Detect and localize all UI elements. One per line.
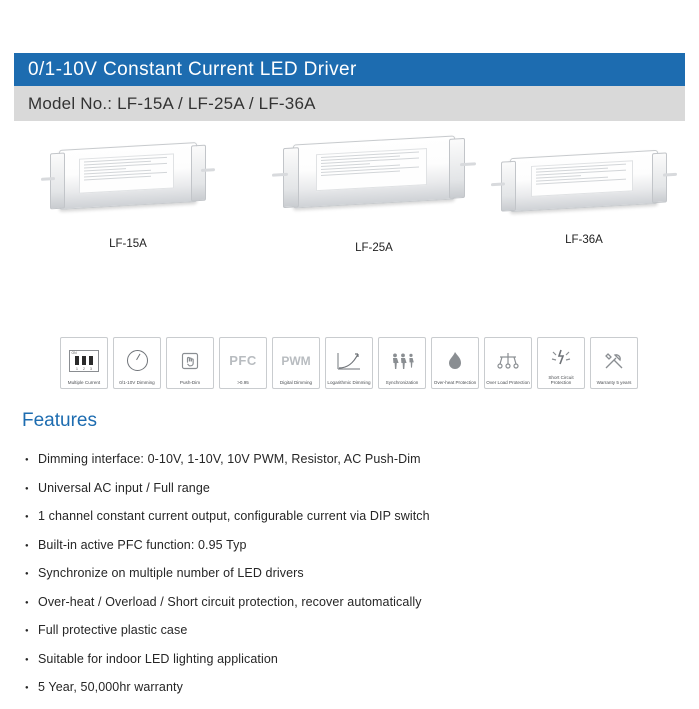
feature-icon-push-dim (166, 337, 214, 389)
pfc-label: PFC (229, 353, 257, 369)
pwm-icon (273, 341, 319, 380)
feature-item: ● Over-heat / Overload / Short circuit protection, recover automatically (25, 595, 665, 609)
driver-endcap-right (191, 145, 205, 201)
feature-item: ● Synchronize on multiple number of LED drivers (25, 566, 665, 580)
feature-item: ● 1 channel constant current output, configurable current via DIP switch (25, 509, 665, 523)
product-lf-15a (38, 146, 218, 250)
driver-endcap-left (50, 153, 64, 209)
feature-item: ● Built-in active PFC function: 0.95 Typ (25, 538, 665, 552)
feature-icon-short-circuit (537, 337, 585, 389)
pwm-label: PWM (281, 353, 311, 368)
page-title: 0/1-10V Constant Current LED Driver (28, 58, 357, 80)
driver-wire-right (663, 173, 678, 177)
driver-endcap-right (449, 138, 465, 198)
driver-image-lf-15a (38, 146, 218, 206)
driver-endcap-right (652, 152, 667, 203)
feature-item: ● Full protective plastic case (25, 623, 665, 637)
features-heading: Features (22, 410, 97, 431)
driver-endcap-left (283, 148, 299, 208)
over-heat-icon (432, 341, 478, 380)
driver-wire-right (460, 163, 476, 167)
feature-icon-caption: 0/1-10V Dimming (119, 380, 155, 386)
feature-icon-caption: Synchronization (385, 380, 419, 386)
driver-label (531, 161, 632, 198)
feature-icon-strip (60, 337, 660, 393)
feature-icon-caption: Over-heat Protection (433, 380, 477, 386)
product-lf-25a (269, 140, 479, 254)
feature-icon-dimming (113, 337, 161, 389)
feature-item: ● Universal AC input / Full range (25, 481, 665, 495)
feature-icon-caption: >0.95 (237, 380, 249, 386)
product-lf-36a (494, 154, 674, 246)
driver-body (510, 150, 658, 212)
feature-icon-synchronization (378, 337, 426, 389)
short-circuit-icon (538, 341, 584, 375)
driver-endcap-left (501, 161, 516, 212)
feature-icon-multiple-current (60, 337, 108, 389)
feature-icon-caption: Logarithmic Dimming (327, 380, 371, 386)
product-caption: LF-36A (565, 234, 603, 246)
driver-body (59, 142, 197, 210)
features-list (25, 452, 665, 709)
feature-icon-caption: Warranty 5 years (596, 380, 632, 386)
driver-label (79, 154, 173, 194)
dimmer-knob-icon (114, 341, 160, 380)
feature-icon-logarithmic (325, 337, 373, 389)
page-title-bar (14, 53, 685, 86)
feature-item: ● Dimming interface: 0-10V, 1-10V, 10V PWM, Resistor, AC Push-Dim (25, 452, 665, 466)
driver-label (316, 148, 427, 191)
feature-icon-caption: Multiple Current (67, 380, 101, 386)
over-load-icon (485, 341, 531, 380)
feature-icon-over-heat (431, 337, 479, 389)
model-bar (14, 86, 685, 121)
product-gallery (14, 132, 685, 312)
feature-icon-caption: Digital Dimming (279, 380, 313, 386)
logarithmic-curve-icon (326, 341, 372, 380)
pfc-icon (220, 341, 266, 380)
warranty-tools-icon (591, 341, 637, 380)
feature-icon-pwm (272, 337, 320, 389)
product-caption: LF-15A (109, 238, 147, 250)
driver-image-lf-25a (269, 140, 479, 204)
feature-icon-caption: Push-Dim (179, 380, 201, 386)
feature-item: ● 5 Year, 50,000hr warranty (25, 680, 665, 694)
feature-item: ● Suitable for indoor LED lighting application (25, 652, 665, 666)
driver-body (293, 135, 455, 208)
feature-icon-caption: Short Circuit Protection (548, 374, 574, 386)
driver-image-lf-36a (494, 154, 674, 208)
feature-icon-caption: Over Load Protection (486, 380, 530, 386)
synchronization-icon (379, 341, 425, 380)
feature-icon-pfc (219, 337, 267, 389)
driver-wire-right (201, 168, 215, 172)
push-hand-icon (167, 341, 213, 380)
feature-icon-over-load (484, 337, 532, 389)
product-caption: LF-25A (355, 242, 393, 254)
model-number-label: Model No.: LF-15A / LF-25A / LF-36A (28, 93, 316, 113)
dip-switch-icon: ON 1 2 3 (61, 341, 107, 380)
feature-icon-warranty (590, 337, 638, 389)
